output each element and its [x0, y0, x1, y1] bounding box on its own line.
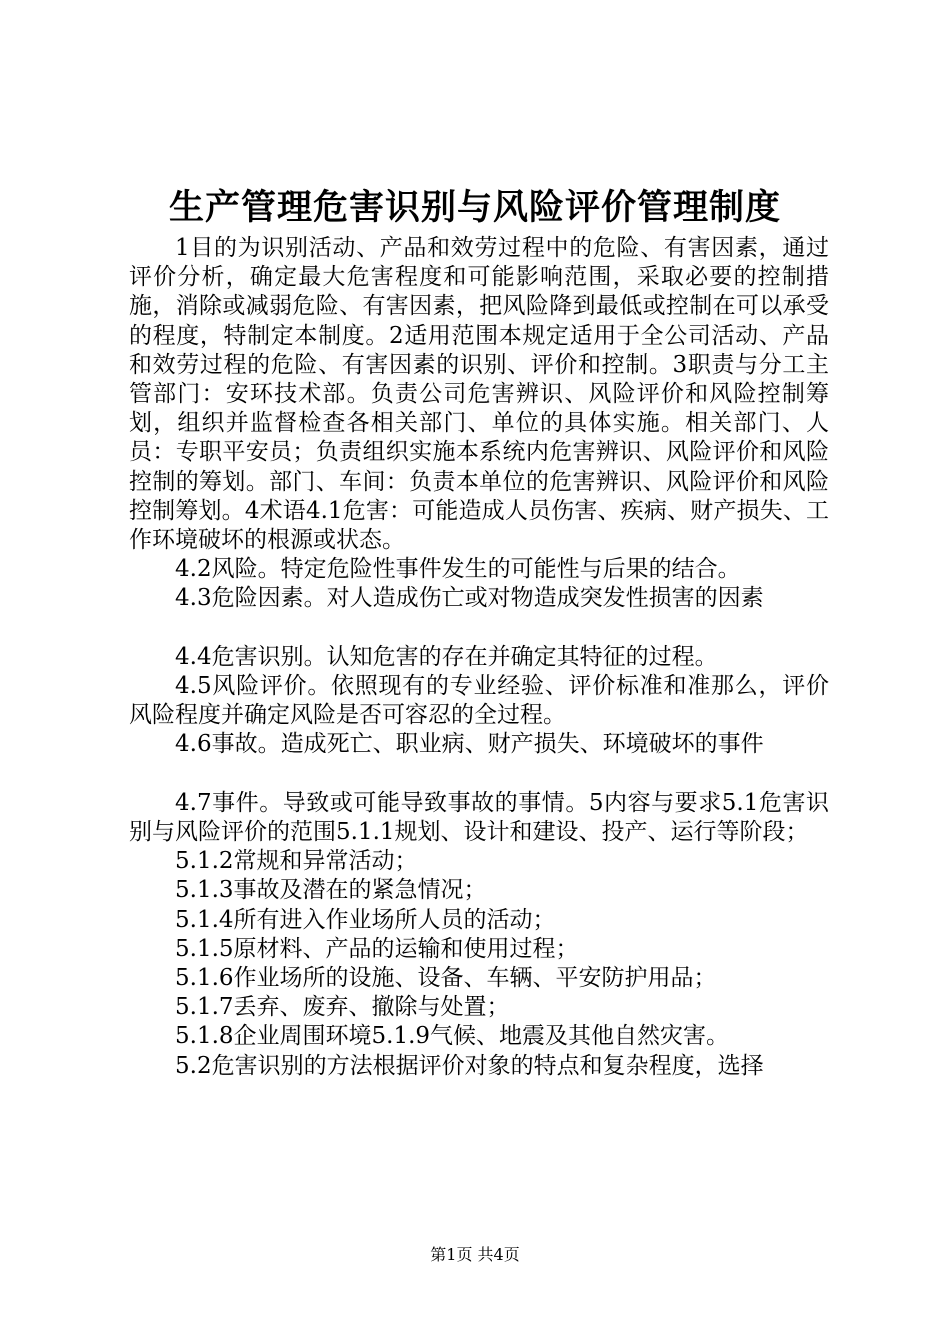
- paragraph-scope-item: 5.1.8企业周围环境5.1.9气候、地震及其他自然灾害。: [175, 1023, 730, 1050]
- paragraph-term-risk: 4.2风险。特定危险性事件发生的可能性与后果的结合。: [175, 556, 741, 583]
- paragraph-term-accident: 4.6事故。造成死亡、职业病、财产损失、环境破坏的事件: [175, 731, 764, 758]
- page-number-footer: 第1页 共4页: [430, 1245, 520, 1264]
- paragraph-scope-item: 5.1.5原材料、产品的运输和使用过程；: [175, 935, 579, 962]
- paragraph-term-risk-assessment: 4.5风险评价。依照现有的专业经验、评价标准和准那么，评价风险程度并确定风险是否可容忍的全过程。: [129, 673, 829, 729]
- paragraph-scope-item: 5.1.7丢弃、废弃、撤除与处置；: [175, 994, 510, 1021]
- paragraph-purpose-scope-terms: 1目的为识别活动、产品和效劳过程中的危险、有害因素，通过评价分析，确定最大危害程度和可能影响范围，采取必要的控制措施，消除或减弱危险、有害因素，把风险降到最低或控制在可以承受的程度，特制定本制度。2适用范围本规定适用于全公司活动、产品和效劳过程的危险、有害因素的识别、评价和控制。3职责与分工主管部门：安环技术部。负责公司危害辨识、风险评价和风险控制筹划，组织并监督检查各相关部门、单位的具体实施。相关部门、人员：专职平安员；负责组织实施本系统内危害辨识、风险评价和风险控制的筹划。部门、车间：负责本单位的危害辨识、风险评价和风险控制筹划。4术语4.1危害：可能造成人员伤害、疾病、财产损失、工作环境破坏的根源或状态。: [129, 235, 829, 554]
- paragraph-identification-method: 5.2危害识别的方法根据评价对象的特点和复杂程度，选择: [175, 1052, 764, 1079]
- paragraph-scope-item: 5.1.2常规和异常活动；: [175, 848, 418, 875]
- paragraph-scope-item: 5.1.6作业场所的设施、设备、车辆、平安防护用品；: [175, 965, 717, 992]
- paragraph-term-hazard-identification: 4.4危害识别。认知危害的存在并确定其特征的过程。: [175, 643, 718, 670]
- paragraph-scope-item: 5.1.3事故及潜在的紧急情况；: [175, 877, 487, 904]
- document-body: [129, 234, 829, 1081]
- paragraph-term-incident-scope: 4.7事件。导致或可能导致事故的事情。5内容与要求5.1危害识别与风险评价的范围5.1.1规划、设计和建设、投产、运行等阶段；: [129, 789, 829, 846]
- page-title: 生产管理危害识别与风险评价管理制度: [168, 188, 781, 228]
- paragraph-scope-item: 5.1.4所有进入作业场所人员的活动；: [175, 906, 556, 933]
- paragraph-term-hazard-factor: 4.3危险因素。对人造成伤亡或对物造成突发性损害的因素: [175, 585, 764, 612]
